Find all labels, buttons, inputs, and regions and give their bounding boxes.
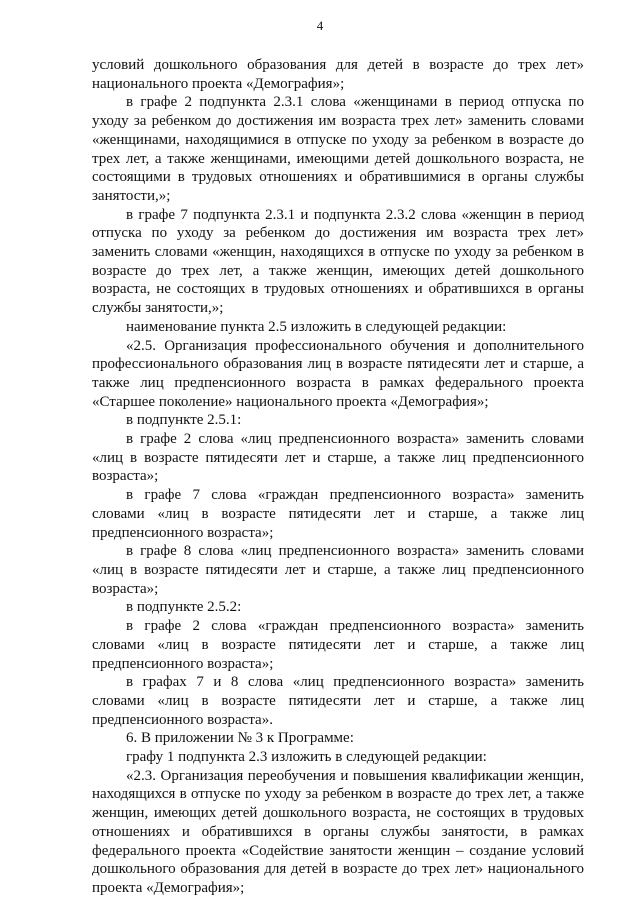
- paragraph: в графах 7 и 8 слова «лиц предпенсионного возраста» заменить словами «лиц в возрасте пятидесяти лет и старше, а также лиц предпенсионного возраста».: [92, 674, 584, 728]
- page-number: 4: [316, 18, 324, 33]
- section-heading: 6. В приложении № 3 к Программе:: [126, 730, 354, 747]
- paragraph: графу 1 подпункта 2.3 изложить в следующей редакции:: [126, 749, 487, 766]
- document-body: [92, 56, 584, 898]
- paragraph: в графе 2 слова «лиц предпенсионного возраста» заменить словами «лиц в возрасте пятидесяти лет и старше, а также лиц предпенсионного возраста»;: [92, 431, 584, 485]
- paragraph: в графе 7 слова «граждан предпенсионного возраста» заменить словами «лиц в возрасте пятидесяти лет и старше, а также лиц предпенсионного возраста»;: [92, 487, 584, 541]
- paragraph: в графе 2 слова «граждан предпенсионного возраста» заменить словами «лиц в возрасте пятидесяти лет и старше, а также лиц предпенсионного возраста»;: [92, 618, 584, 672]
- paragraph: в подпункте 2.5.2:: [126, 599, 242, 616]
- paragraph: в графе 8 слова «лиц предпенсионного возраста» заменить словами «лиц в возрасте пятидесяти лет и старше, а также лиц предпенсионного возраста»;: [92, 543, 584, 597]
- paragraph: в подпункте 2.5.1:: [126, 412, 242, 429]
- paragraph: в графе 7 подпункта 2.3.1 и подпункта 2.3.2 слова «женщин в период отпуска по уходу за ребенком до достижения им возраста трех лет» заменить словами «женщин, находящихся в отпуске по уходу за ребенком в возрасте до трех лет, а также женщин, имеющих детей дошкольного возраста, не состоящих в трудовых отношениях и обратившихся в органы службы занятости,»;: [92, 206, 584, 317]
- paragraph-continuation: условий дошкольного образования для детей в возрасте до трех лет» национального проекта «Демография»;: [92, 57, 584, 92]
- paragraph: наименование пункта 2.5 изложить в следующей редакции:: [126, 318, 507, 335]
- paragraph: в графе 2 подпункта 2.3.1 слова «женщинами в период отпуска по уходу за ребенком до достижения им возраста трех лет» заменить словами «женщинами, находящимися в отпуске по уходу за ребенком в возрасте до трех лет, а также женщинами, имеющими детей дошкольного возраста, не состоящими в трудовых отношениях и обратившимися в органы службы занятости,»;: [92, 94, 584, 204]
- paragraph: «2.5. Организация профессионального обучения и дополнительного профессионального образования лиц в возрасте пятидесяти лет и старше, а также лиц предпенсионного возраста в рамках федерального проекта «Старшее поколение» национального проекта «Демография»;: [92, 337, 584, 410]
- paragraph: «2.3. Организация переобучения и повышения квалификации женщин, находящихся в отпуске по уходу за ребенком в возрасте до трех лет, а также женщин, имеющих детей дошкольного возраста, не состоящих в трудовых отношениях и обратившихся в органы службы занятости, в рамках федерального проекта «Содействие занятости женщин – создание условий дошкольного образования для детей в возрасте до трех лет» национального проекта «Демография»;: [92, 767, 584, 896]
